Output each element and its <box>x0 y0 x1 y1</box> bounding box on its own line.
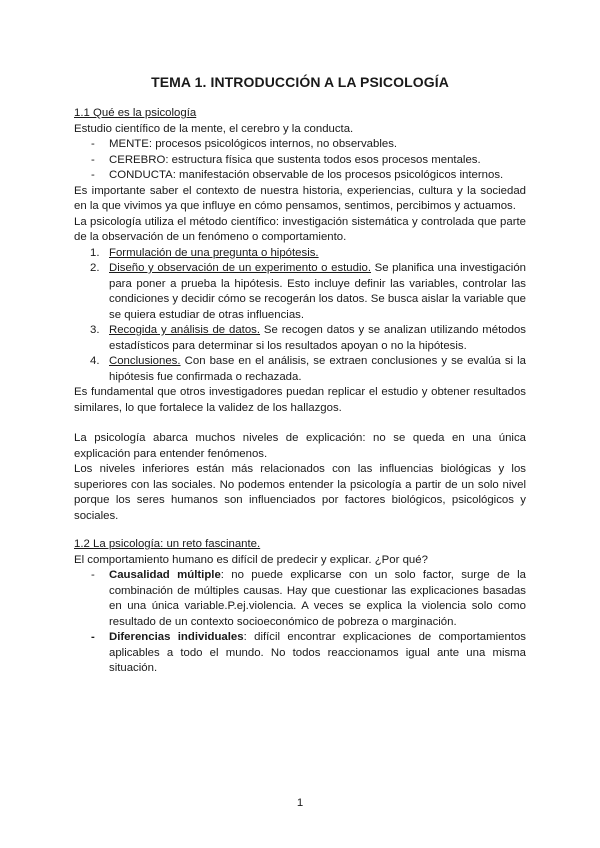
step-text: Se planifica una investigación para poner a prueba la hipótesis. Esto incluye definir las variables, controlar las condiciones y decidir cómo se recogerán los datos. Se busca aislar la variable que se quiera estudiar de otras influencias. <box>109 262 526 321</box>
challenges-list <box>74 568 526 677</box>
list-item <box>74 323 526 354</box>
method-steps-list <box>74 246 526 386</box>
step-title: Recogida y análisis de datos. <box>109 324 261 336</box>
levels-paragraph: La psicología abarca muchos niveles de explicación: no se queda en una única explicación para entender fenómenos. <box>74 432 526 460</box>
method-paragraph: La psicología utiliza el método científico: investigación sistemática y controlada que parte de la observación de un fenómeno o comportamiento. <box>74 215 526 243</box>
levels-detail-paragraph: Los niveles inferiores están más relacionados con las influencias biológicas y los superiores con las sociales. No podemos entender la psicología a partir de un solo nivel porque los seres humanos son influenciados por factores biológicos, psicológicos y sociales. <box>74 463 526 522</box>
document-title: TEMA 1. INTRODUCCIÓN A LA PSICOLOGÍA <box>151 74 449 90</box>
list-marker: - <box>91 631 95 643</box>
list-item-title: Causalidad múltiple <box>109 569 221 581</box>
step-title: Conclusiones. <box>109 355 181 367</box>
list-item-text: : difícil encontrar explicaciones de comportamientos aplicables a todo el mundo. No todos reaccionamos igual ante una misma situación. <box>109 631 526 674</box>
list-item-text: : no puede explicarse con un solo factor, surge de la combinación de múltiples causas. Hay que cuestionar las explicaciones basadas en una única variable.P.ej.violencia. A veces se explica la violencia solo como resultado de un contexto socioeconómico de pobreza o marginación. <box>109 569 526 628</box>
list-marker: - <box>91 138 95 150</box>
list-item-text: CEREBRO: estructura física que sustenta todos esos procesos mentales. <box>109 153 481 166</box>
list-item <box>74 568 526 630</box>
context-paragraph: Es importante saber el contexto de nuestra historia, experiencias, cultura y la sociedad en la que vivimos ya que influye en cómo pensamos, sentimos, percibimos y actuamos. <box>74 184 526 212</box>
definition-list <box>74 137 526 184</box>
list-item <box>74 153 526 169</box>
step-number: 2. <box>90 262 100 274</box>
document-body <box>74 106 526 677</box>
step-number: 1. <box>90 246 100 259</box>
section-heading-1-2: 1.2 La psicología: un reto fascinante. <box>74 538 261 550</box>
list-item-text: CONDUCTA: manifestación observable de los procesos psicológicos internos. <box>109 169 504 181</box>
paragraph-spacer <box>74 416 526 431</box>
list-marker: - <box>91 569 95 581</box>
list-item-text: MENTE: procesos psicológicos internos, no observables. <box>109 138 398 150</box>
step-number: 3. <box>90 324 100 336</box>
list-item <box>74 261 526 323</box>
list-item-title: Diferencias individuales <box>109 631 244 643</box>
step-number: 4. <box>90 355 100 367</box>
definition-paragraph: Estudio científico de la mente, el cerebro y la conducta. <box>74 122 354 135</box>
step-text: Se recogen datos y se analizan utilizando métodos estadísticos para determinar si los resultados apoyan o no la hipótesis. <box>109 324 526 352</box>
step-title: Diseño y observación de un experimento o estudio. <box>109 262 372 274</box>
intro-paragraph: El comportamiento humano es difícil de predecir y explicar. ¿Por qué? <box>74 553 428 566</box>
list-item <box>74 168 526 184</box>
section-spacer <box>74 524 526 537</box>
step-text: Con base en el análisis, se extraen conclusiones y se evalúa si la hipótesis fue confirmada o rechazada. <box>109 355 526 383</box>
page-number: 1 <box>296 797 304 809</box>
section-heading-1-1: 1.1 Qué es la psicología <box>74 107 197 119</box>
step-title: Formulación de una pregunta o hipótesis. <box>109 246 319 259</box>
list-item <box>74 630 526 677</box>
replicate-paragraph: Es fundamental que otros investigadores puedan replicar el estudio y obtener resultados similares, lo que fortalece la validez de los hallazgos. <box>74 386 526 414</box>
list-item <box>74 246 526 262</box>
list-item <box>74 137 526 153</box>
list-marker: - <box>91 169 95 181</box>
list-item <box>74 354 526 385</box>
list-marker: - <box>91 153 95 166</box>
